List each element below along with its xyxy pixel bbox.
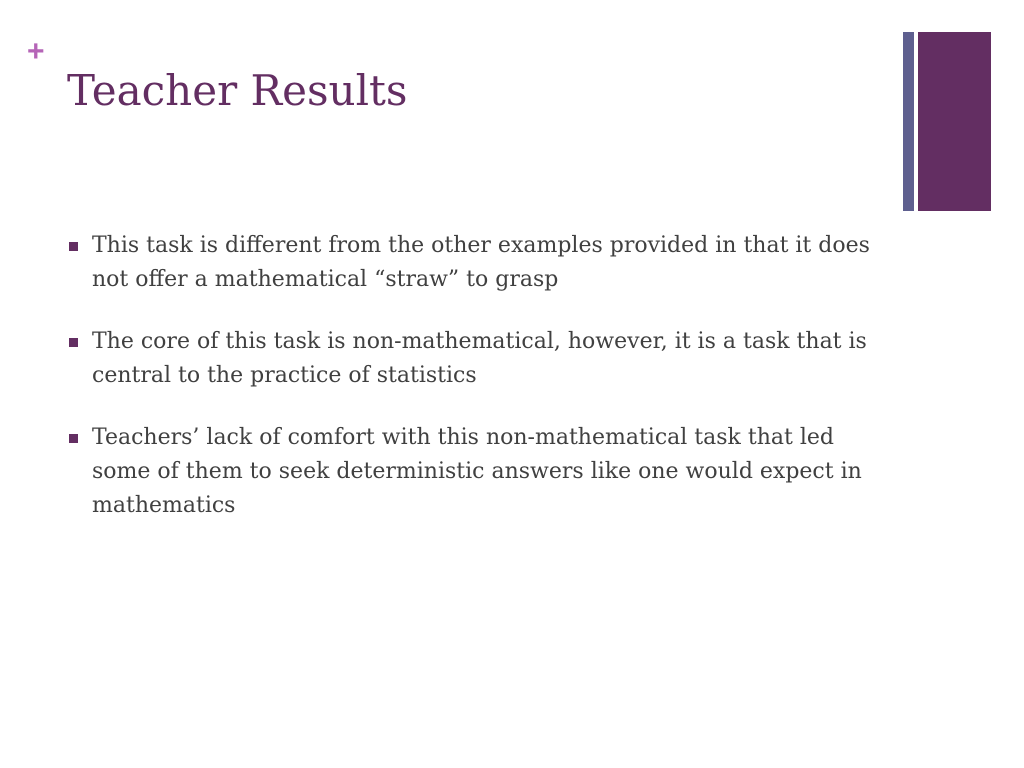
accent-bar-thick [918, 32, 991, 211]
accent-bar-thin [903, 32, 914, 211]
bullet-item [66, 229, 896, 297]
slide-title: Teacher Results [67, 66, 408, 115]
square-bullet-icon [69, 338, 78, 347]
square-bullet-icon [69, 434, 78, 443]
bullet-item [66, 325, 896, 393]
square-bullet-icon [69, 242, 78, 251]
bullet-item [66, 421, 896, 523]
plus-icon: + [27, 35, 45, 68]
bullet-text: Teachers’ lack of comfort with this non-mathematical task that led some of them to seek deterministic answers like one would expect in mathematics [92, 425, 862, 518]
bullet-text: This task is different from the other examples provided in that it does not offer a mathematical “straw” to grasp [92, 233, 870, 292]
bullet-list [66, 229, 896, 551]
bullet-text: The core of this task is non-mathematical, however, it is a task that is central to the practice of statistics [92, 329, 867, 388]
